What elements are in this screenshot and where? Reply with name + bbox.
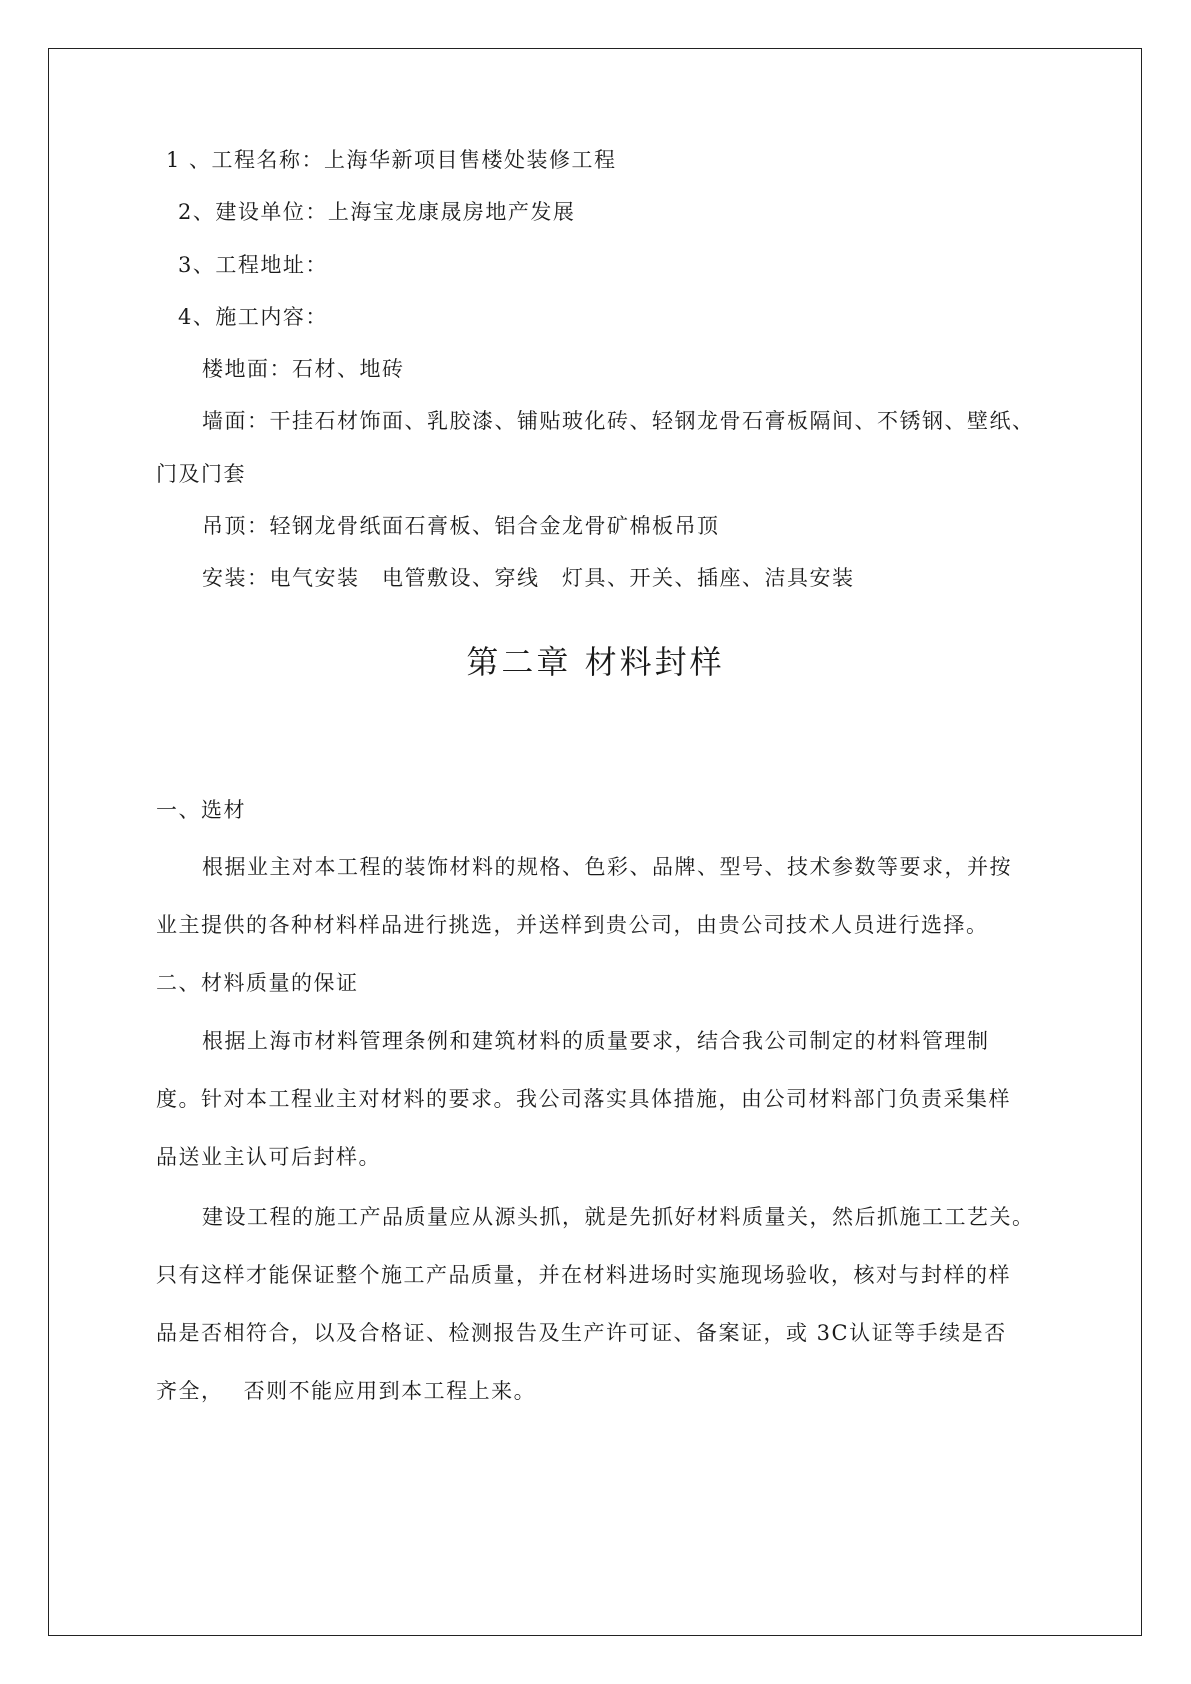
- section-1-paragraph-line-1: 根据业主对本工程的装饰材料的规格、色彩、品牌、型号、技术参数等要求，并按: [202, 855, 1012, 879]
- scope-wall-line-1: 墙面：干挂石材饰面、乳胶漆、铺贴玻化砖、轻钢龙骨石膏板隔间、不锈钢、壁纸、: [202, 409, 1035, 433]
- section-2-paragraph-1-line-3: 品送业主认可后封样。: [156, 1145, 381, 1169]
- project-address-line: 3、工程地址：: [178, 253, 328, 277]
- scope-install-line: 安装：电气安装 电管敷设、穿线 灯具、开关、插座、洁具安装: [202, 566, 855, 590]
- chapter-title: 第二章 材料封样: [466, 643, 725, 681]
- section-2-paragraph-2-line-2: 只有这样才能保证整个施工产品质量，并在材料进场时实施现场验收，核对与封样的样: [156, 1263, 1011, 1287]
- section-2-paragraph-2-line-1: 建设工程的施工产品质量应从源头抓，就是先抓好材料质量关，然后抓施工工艺关。: [202, 1205, 1035, 1229]
- scope-ceiling-line: 吊顶：轻钢龙骨纸面石膏板、铝合金龙骨矿棉板吊顶: [202, 514, 720, 538]
- section-2-paragraph-1-line-2: 度。针对本工程业主对材料的要求。我公司落实具体措施，由公司材料部门负责采集样: [156, 1087, 1011, 1111]
- section-2-paragraph-1-line-1: 根据上海市材料管理条例和建筑材料的质量要求，结合我公司制定的材料管理制: [202, 1029, 990, 1053]
- scope-floor-line: 楼地面：石材、地砖: [202, 357, 405, 381]
- construction-content-line: 4、施工内容：: [178, 305, 328, 329]
- construction-unit-line: 2、建设单位：上海宝龙康晟房地产发展: [178, 200, 576, 224]
- section-2-paragraph-2-line-3: 品是否相符合，以及合格证、检测报告及生产许可证、备案证，或 3C认证等手续是否: [156, 1321, 1007, 1345]
- section-2-paragraph-2-line-4: 齐全， 否则不能应用到本工程上来。: [156, 1379, 537, 1403]
- scope-wall-line-2: 门及门套: [156, 462, 246, 486]
- section-1-paragraph-line-2: 业主提供的各种材料样品进行挑选，并送样到贵公司，由贵公司技术人员进行选择。: [156, 913, 989, 937]
- section-1-heading: 一、选材: [156, 798, 246, 822]
- project-name-line: 1 、工程名称：上海华新项目售楼处装修工程: [166, 148, 617, 172]
- section-2-heading: 二、材料质量的保证: [156, 971, 359, 995]
